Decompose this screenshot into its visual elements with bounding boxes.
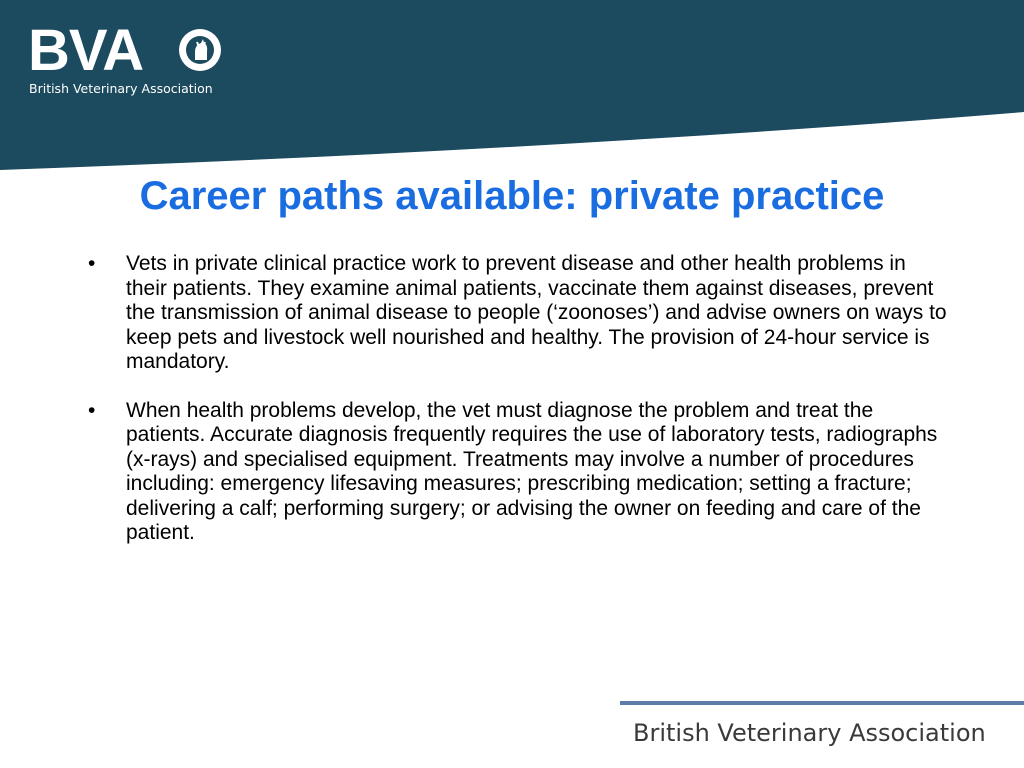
bullet-list (88, 252, 948, 570)
bullet-item (88, 252, 948, 375)
bullet-dot-icon: • (88, 252, 96, 275)
footer-divider (620, 701, 1024, 705)
footer-organisation: British Veterinary Association (633, 719, 986, 747)
slide-title: Career paths available: private practice (139, 174, 885, 218)
bullet-dot-icon: • (88, 398, 96, 422)
bullet-text: When health problems develop, the vet must diagnose the problem and treat the patients. Accurate diagnosis frequently requires the use of laboratory tests, radiographs (x-rays) and specialised equipment. Treatments may involve a number of procedures including: emergency lifesaving measures; prescribing medication; setting a fracture; delivering a calf; performing surgery; or advising the owner on feeding and care of the patient. (126, 398, 938, 544)
crest-emblem-icon (176, 26, 224, 74)
logo-subtitle: British Veterinary Association (29, 81, 213, 96)
bullet-text: Vets in private clinical practice work to prevent disease and other health problems in their patients. They examine animal patients, vaccinate them against diseases, prevent the transmission of animal disease to people (‘zoonoses’) and advise owners on ways to keep pets and livestock well nourished and healthy. The provision of 24-hour service is mandatory. (126, 252, 947, 373)
bva-logo (28, 18, 228, 102)
logo-wordmark: BVA (28, 18, 144, 83)
bullet-item (88, 399, 948, 546)
